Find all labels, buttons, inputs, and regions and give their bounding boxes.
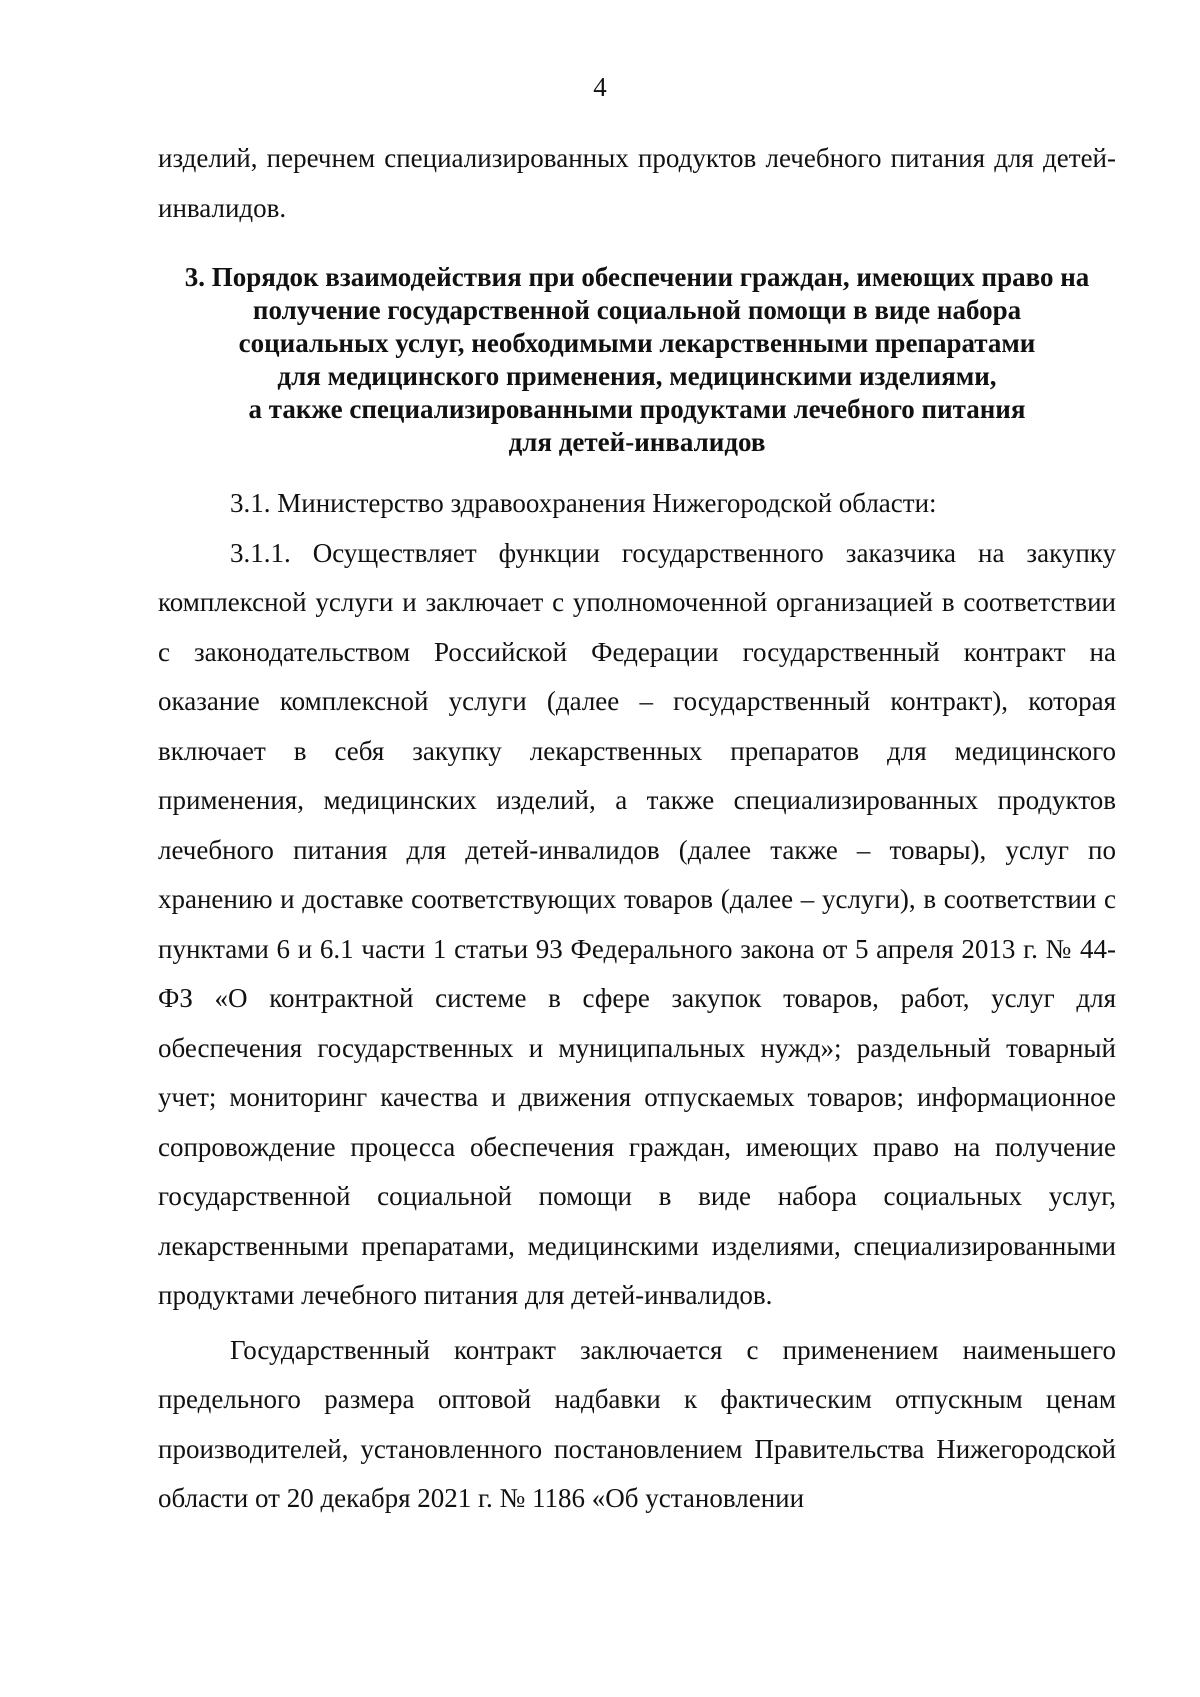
intro-paragraph: изделий, перечнем специализированных продуктов лечебного питания для детей-инвалидов. [158,143,1116,223]
section-heading-line: а также специализированными продуктами лечебного питания [248,394,1026,424]
section-heading-line: получение государственной социальной помощи в виде набора [252,295,1022,325]
clause-3-1-1: 3.1.1. Осуществляет функции государственного заказчика на закупку комплексной услуги и заключает с уполномоченной организацией в соответствии с законодательством Российской Федерации государственный контракт на оказание комплексной услуги (далее – государственный контракт), которая включает в себя закупку лекарственных препаратов для медицинского применения, медицинских изделий, а также специализированных продуктов лечебного питания для детей-инвалидов (далее также – товары), услуг по хранению и доставке соответствующих товаров (далее – услуги), в соответствии с пунктами 6 и 6.1 части 1 статьи 93 Федерального закона от 5 апреля 2013 г. № 44-ФЗ «О контрактной системе в сфере закупок товаров, работ, услуг для обеспечения государственных и муниципальных нужд»; раздельный товарный учет; мониторинг качества и движения отпускаемых товаров; информационное сопровождение процесса обеспечения граждан, имеющих право на получение государственной социальной помощи в виде набора социальных услуг, лекарственными препаратами, медицинскими изделиями, специализированными продуктами лечебного питания для детей-инвалидов. [158,537,1116,1310]
clause-3-1: 3.1. Министерство здравоохранения Нижегородской области: [230,488,937,518]
contract-paragraph: Государственный контракт заключается с применением наименьшего предельного размера оптовой надбавки к фактическим отпускным ценам производителей, установленного постановлением Правительства Нижегородской области от 20 декабря 2021 г. № 1186 «Об установлении [158,1334,1116,1513]
section-heading-line: социальных услуг, необходимыми лекарственными препаратами [238,328,1036,358]
document-body [158,134,1116,1524]
section-heading-line: 3. Порядок взаимодействия при обеспечении граждан, имеющих право на [184,262,1090,292]
section-heading [158,261,1116,459]
section-heading-line: для детей-инвалидов [508,427,766,457]
section-heading-line: для медицинского применения, медицинскими изделиями, [277,361,997,391]
page-number: 4 [593,72,607,102]
